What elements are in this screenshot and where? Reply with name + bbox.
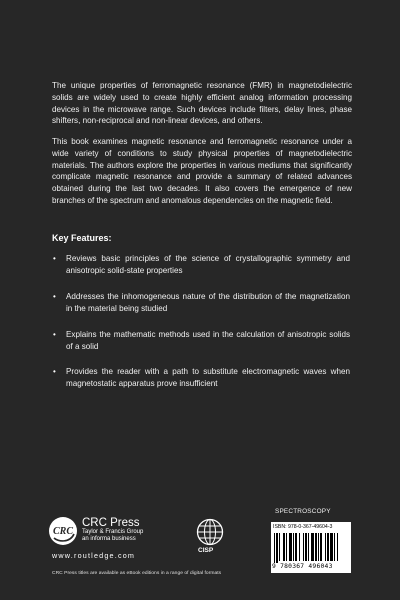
publisher-business: an informa business <box>82 536 136 543</box>
crc-press-logo-icon <box>48 516 78 546</box>
description-paragraph-2: This book examines magnetic resonance and ferromagnetic resonance under a wide variety of conditions to study physical properties of magnetodielectric materials. The authors explore the properties in various mediums that significantly complicate magnetic resonance and provide a summary of related advances obtained during the last two decades. It also covers the emergence of new branches of the spectrum and anomalous dependencies on the magnetic field. <box>52 137 352 205</box>
feature-text: Addresses the inhomogeneous nature of the distribution of the magnetization in the material being studied <box>66 292 350 313</box>
crc-logo-text: CRC <box>52 526 74 537</box>
description-paragraph-1: The unique properties of ferromagnetic resonance (FMR) in magnetodielectric solids are widely used to create highly efficient analog information processing devices in the microwave range. Such devices include filters, delay lines, phase shifters, non-reciprocal and non-linear devices, and others. <box>52 81 352 126</box>
feature-text: Provides the reader with a path to substitute electromagnetic waves when magnetostatic apparatus prove insufficient <box>66 367 350 388</box>
isbn-digits: 9 780367 496043 <box>272 563 333 570</box>
publisher-group: Taylor & Francis Group <box>82 529 144 535</box>
bullet-icon: • <box>53 330 56 339</box>
publisher-name: CRC Press <box>82 517 140 529</box>
globe-icon <box>196 518 224 546</box>
bullet-icon: • <box>53 292 56 301</box>
barcode-icon <box>274 533 348 563</box>
subject-category: SPECTROSCOPY <box>275 508 331 515</box>
cisp-label: CISP <box>198 547 214 554</box>
bullet-icon: • <box>53 367 56 376</box>
feature-item <box>53 366 350 390</box>
feature-item <box>53 253 350 277</box>
feature-text: Reviews basic principles of the science of crystallographic symmetry and anisotropic solid-state properties <box>66 254 350 275</box>
key-features-heading: Key Features: <box>52 233 112 243</box>
publisher-website: www.routledge.com <box>52 551 136 560</box>
feature-text: Explains the mathematic methods used in the calculation of anisotropic solids of a solid <box>66 330 350 351</box>
publisher-block <box>82 517 143 543</box>
feature-item <box>53 329 350 353</box>
bullet-icon: • <box>53 254 56 263</box>
ebook-note: CRC Press titles are available as eBook editions in a range of digital formats <box>52 571 222 576</box>
isbn-barcode <box>271 522 351 573</box>
feature-item <box>53 291 350 315</box>
isbn-label: ISBN: 978-0-367-49604-3 <box>273 524 333 530</box>
